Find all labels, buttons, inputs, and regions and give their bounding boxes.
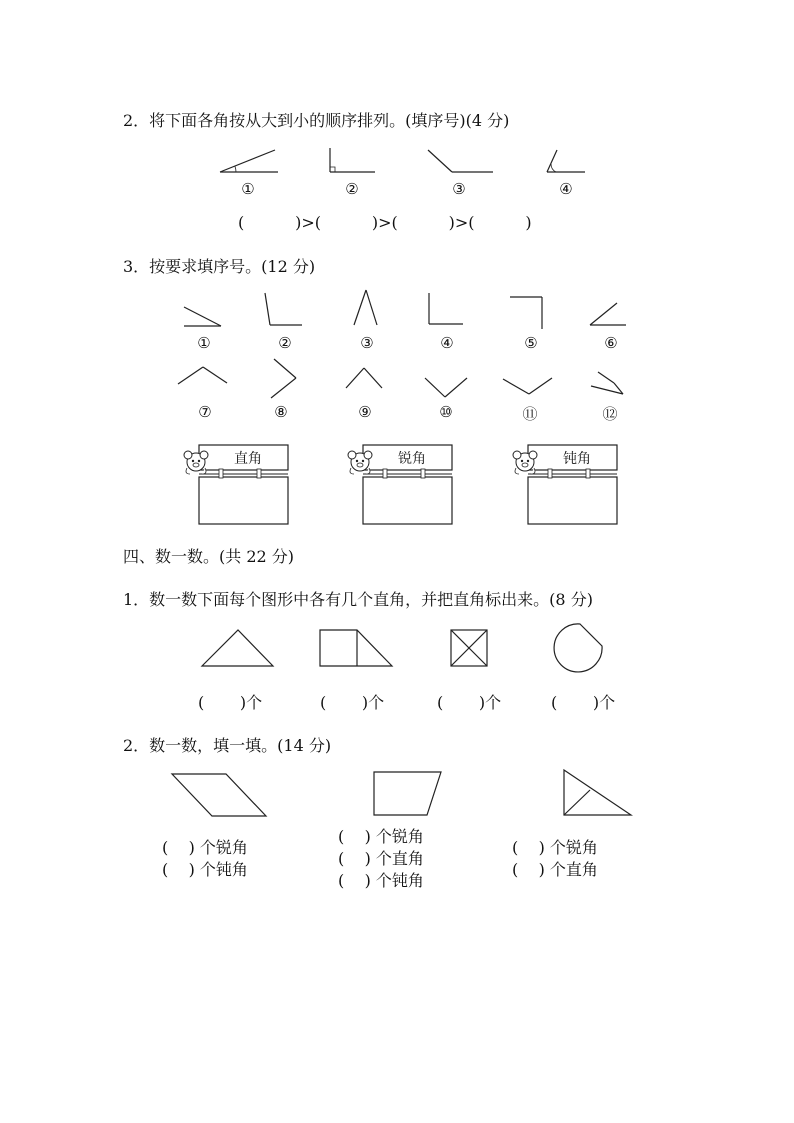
- s4-q2-shape3-right[interactable]: ( ) 个直角: [512, 860, 598, 879]
- q3-label-9: ⑨: [358, 403, 372, 421]
- q2-title: 2．将下面各角按从大到小的顺序排列。(填序号)(4 分): [123, 111, 510, 130]
- q3-label-1: ①: [197, 334, 211, 352]
- q3-label-5: ⑤: [524, 334, 538, 352]
- trapezoid-shape: [374, 772, 441, 815]
- s4-q2-shape2-obtuse[interactable]: ( ) 个钝角: [338, 871, 424, 890]
- q3-label-7: ⑦: [198, 403, 212, 421]
- q3-label-11: ⑪: [522, 405, 538, 423]
- s4-q2-shape3-acute[interactable]: ( ) 个锐角: [512, 838, 598, 857]
- s4-q2-shape2-acute[interactable]: ( ) 个锐角: [338, 827, 424, 846]
- q2-label-4: ④: [559, 180, 573, 198]
- s4-q2-shape2-right[interactable]: ( ) 个直角: [338, 849, 424, 868]
- q2-label-2: ②: [345, 180, 359, 198]
- section4-heading: 四、数一数。(共 22 分): [123, 547, 295, 566]
- s4-q1-answer-3[interactable]: ( )个: [437, 693, 502, 712]
- card-title-right-angle: 直角: [234, 451, 262, 467]
- q3-label-6: ⑥: [604, 334, 618, 352]
- q3-title: 3．按要求填序号。(12 分): [123, 257, 316, 276]
- s4-q2-title: 2．数一数，填一填。(14 分): [123, 736, 332, 755]
- parallelogram-shape: [172, 774, 266, 816]
- q3-label-10: ⑩: [439, 403, 453, 421]
- q2-label-3: ③: [452, 180, 466, 198]
- q2-label-1: ①: [241, 180, 255, 198]
- s4-q1-answer-1[interactable]: ( )个: [198, 693, 263, 712]
- card-title-obtuse-angle: 钝角: [563, 451, 591, 467]
- s4-q2-shape1-obtuse[interactable]: ( ) 个钝角: [162, 860, 248, 879]
- q3-label-12: ⑫: [602, 405, 618, 423]
- q2-answer-line[interactable]: ( )>( )>( )>( ): [238, 213, 532, 232]
- s4-q2-shape1-acute[interactable]: ( ) 个锐角: [162, 838, 248, 857]
- card-title-acute-angle: 锐角: [398, 451, 426, 467]
- s4-q1-answer-2[interactable]: ( )个: [320, 693, 385, 712]
- s4-q1-title: 1．数一数下面每个图形中各有几个直角，并把直角标出来。(8 分): [123, 590, 593, 609]
- s4-q1-answer-4[interactable]: ( )个: [551, 693, 616, 712]
- q3-label-8: ⑧: [274, 403, 288, 421]
- split-triangle-shape: [564, 770, 631, 815]
- q3-label-2: ②: [278, 334, 292, 352]
- q3-label-4: ④: [440, 334, 454, 352]
- q3-label-3: ③: [360, 334, 374, 352]
